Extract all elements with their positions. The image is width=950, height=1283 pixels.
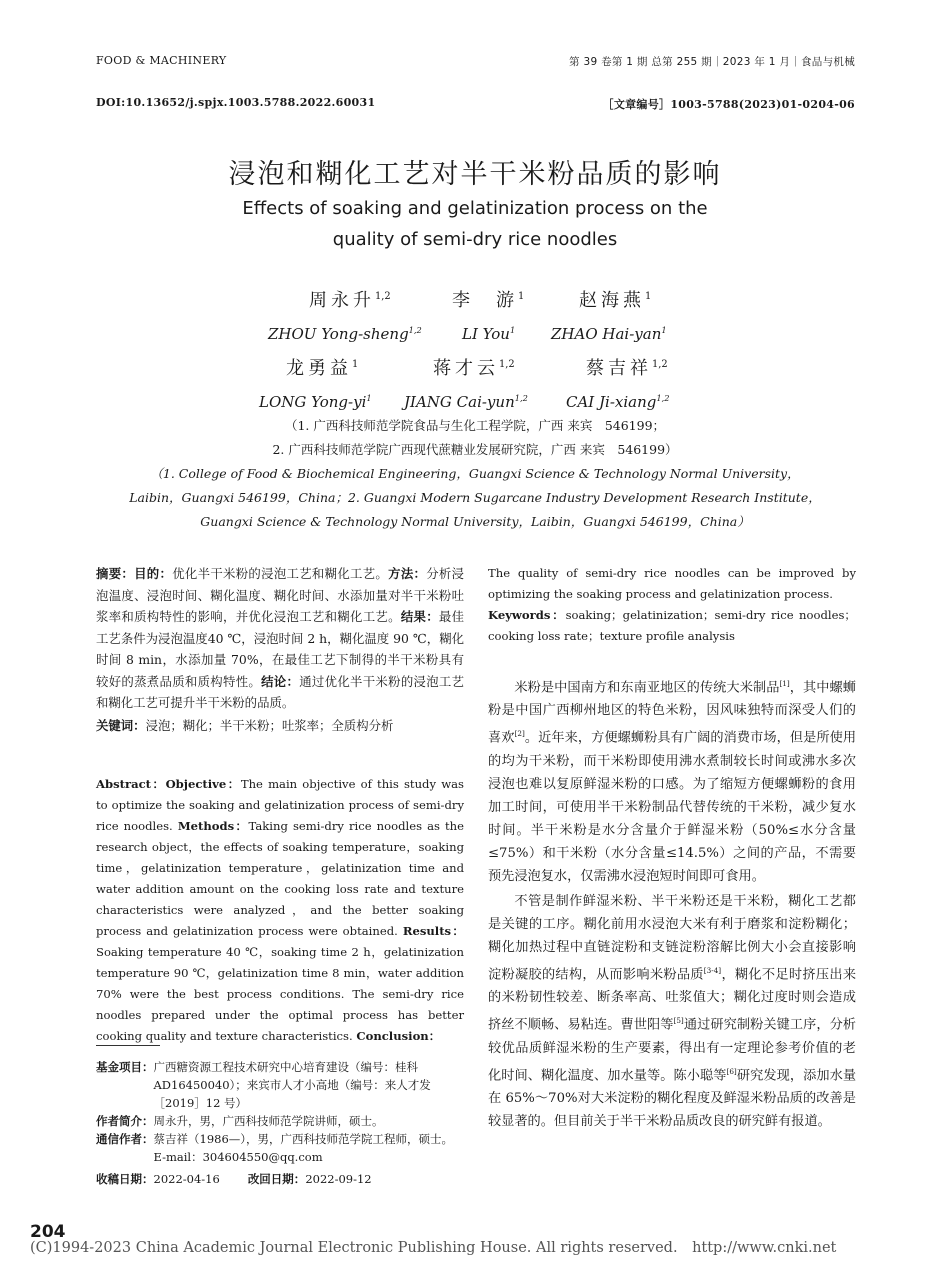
affiliation-cn-1: （1. 广西科技师范学院食品与生化工程学院，广西 来宾 546199；	[284, 418, 666, 433]
title-en-line1: Effects of soaking and gelatinization process on the	[242, 198, 708, 219]
abstract-cn-label: 摘要：	[96, 566, 135, 581]
abstract-cn: 摘要：目的：优化半干米粉的浸泡工艺和糊化工艺。方法：分析浸泡温度、浸泡时间、糊化温度、糊化时间、水添加量对半干米粉吐浆率和质构特性的影响，并优化浸泡工艺和糊化工艺。结果：最佳工艺条件为浸泡温度40 ℃，浸泡时间 2 h，糊化温度 90 ℃，糊化时间 8 min，水添加量 70%，在最佳工艺下制得的半干米粉具有较好的蒸煮品质和质构特性。结论：通过优化半干米粉的浸泡工艺和糊化工艺可提升半干米粉的品质。 关键词：浸泡；糊化；半干米粉；吐浆率；全质构分析	[96, 563, 464, 736]
abstract-en: Abstract：Objective：The main objective of this study was to optimize the soaking and gelatinization process of semi-dry rice noodles. Methods：Taking semi-dry rice noodles as the research object，the effects of soaking temperature，soaking time，gelatinization temperature，gelatinization time and water addition amount on the cooking loss rate and texture characteristics were analyzed，and the better soaking process and gelatinization process were obtained. Results：Soaking temperature 40 ℃，soaking time 2 h，gelatinization temperature 90 ℃，gelatinization time 8 min，water addition 70% were the best process conditions. The semi-dry rice noodles prepared under the optimal process has better cooking quality and texture characteristics. Conclusion：	[96, 777, 464, 1043]
affiliation-en-3: Guangxi Science & Technology Normal University，Laibin，Guangxi 546199，China）	[200, 514, 750, 529]
author-li-en: LI You$^1$	[462, 325, 516, 343]
footnote-rule	[96, 1045, 160, 1046]
page-number: 204	[30, 1222, 66, 1242]
author-zhou: 周永升$^{1,2}$	[309, 290, 391, 311]
abstract-en-continued: The quality of semi-dry rice noodles can be improved by optimizing the soaking process and gelatinization process. Keywords：soaking；gelatinization；semi-dry rice noodles；cooking loss rate；texture profile analysis	[488, 563, 856, 647]
author-cai: 蔡吉祥$^{1,2}$	[586, 358, 668, 379]
affiliation-cn-2: 2. 广西科技师范学院广西现代蔗糖业发展研究院，广西 来宾 546199）	[272, 442, 678, 457]
body-paragraph-1: 米粉是中国南方和东南亚地区的传统大米制品[1]，其中螺蛳粉是中国广西柳州地区的特色米粉，因风味独特而深受人们的喜欢[2]。近年来，方便螺蛳粉具有广阔的消费市场，但是所使用的均为干米粉，而干米粉即使用沸水煮制较长时间或沸水多次浸泡也难以复原鲜湿米粉的口感。为了缩短方便螺蛳粉的食用加工时间，可使用半干米粉制品代替传统的干米粉，减少复水时间。半干米粉是水分含量介于鲜湿米粉（50%≤水分含量≤75%）和干米粉（水分含量≤14.5%）之间的产品，不需要预先浸泡复水，仅需沸水浸泡短时间即可食用。	[488, 679, 857, 884]
author-zhao-en: ZHAO Hai-yan$^1$	[551, 325, 667, 343]
footnotes: 基金项目： 广西糖资源工程技术研究中心培育建设（编号：桂科AD16450040）；来宾市人才小高地（编号：来人才发［2019］12 号） 作者简介： 周永升，男，广西科技师范学院讲师，硕士。 通信作者： 蔡吉祥（1986—），男，广西科技师范学院工程师，硕士。 E-mail：304604550@qq.com 收稿日期： 2022-04-16 改回日期： 2022-09-12	[96, 1060, 454, 1186]
journal-name-en: FOOD & MACHINERY	[96, 54, 227, 67]
author-long: 龙勇益$^1$	[286, 358, 359, 379]
body-text	[488, 672, 856, 1135]
cnki-watermark: (C)1994-2023 China Academic Journal Electronic Publishing House. All rights reserved. http://www.cnki.net	[30, 1240, 837, 1256]
author-long-en: LONG Yong-$yi^1$	[259, 393, 372, 411]
doi: DOI:10.13652/j.spjx.1003.5788.2022.60031	[96, 96, 376, 109]
author-jiang-en: JIANG Cai-yun$^{1,2}$	[404, 393, 528, 411]
title-cn: 浸泡和糊化工艺对半干米粉品质的影响	[228, 159, 722, 190]
author-li: 李 游$^1$	[452, 290, 525, 311]
article-number: ［文章编号］1003-5788(2023)01-0204-06	[602, 98, 855, 111]
body-paragraph-2: 不管是制作鲜湿米粉、半干米粉还是干米粉，糊化工艺都是关键的工序。糊化前用水浸泡大米有利于磨浆和淀粉糊化；糊化加热过程中直链淀粉和支链淀粉溶解比例大小会直接影响淀粉凝胶的结构，从而影响米粉品质[3-4]，糊化不足时挤压出来的米粉韧性较差、断条率高、吐浆值大；糊化过度时则会造成挤丝不顺畅、易粘连。曹世阳等[5]通过研究制粉关键工序，分析较优品质鲜湿米粉的生产要素，得出有一定理论参考价值的老化时间、糊化温度、加水量等。陈小聪等[6]研究发现，添加水量在 65%～70%对大米淀粉的糊化程度及鲜湿米粉品质的改善是较显著的。但目前关于半干米粉品质改良的研究鲜有报道。	[488, 893, 857, 1129]
affiliation-en-2: Laibin，Guangxi 546199，China；2. Guangxi Modern Sugarcane Industry Development Research Institute，	[129, 490, 821, 505]
issue-info: 第 39 卷第 1 期 总第 255 期｜2023 年 1 月｜食品与机械	[569, 56, 855, 68]
keywords-cn: 关键词：浸泡；糊化；半干米粉；吐浆率；全质构分析	[96, 717, 394, 733]
author-cai-en: CAI Ji-xiang$^{1,2}$	[566, 393, 670, 411]
keywords-en: Keywords：soaking；gelatinization；semi-dry rice noodles；cooking loss rate；texture profile analysis	[488, 608, 857, 643]
author-jiang: 蒋才云$^{1,2}$	[433, 358, 515, 379]
author-zhou-en: ZHOU Yong-sheng$^{1,2}$	[268, 325, 422, 343]
title-en-line2: quality of semi-dry rice noodles	[332, 229, 618, 250]
author-zhao: 赵海燕$^1$	[579, 290, 652, 311]
affiliation-en-1: （1. College of Food & Biochemical Engineering，Guangxi Science & Technology Normal University，	[150, 466, 800, 481]
